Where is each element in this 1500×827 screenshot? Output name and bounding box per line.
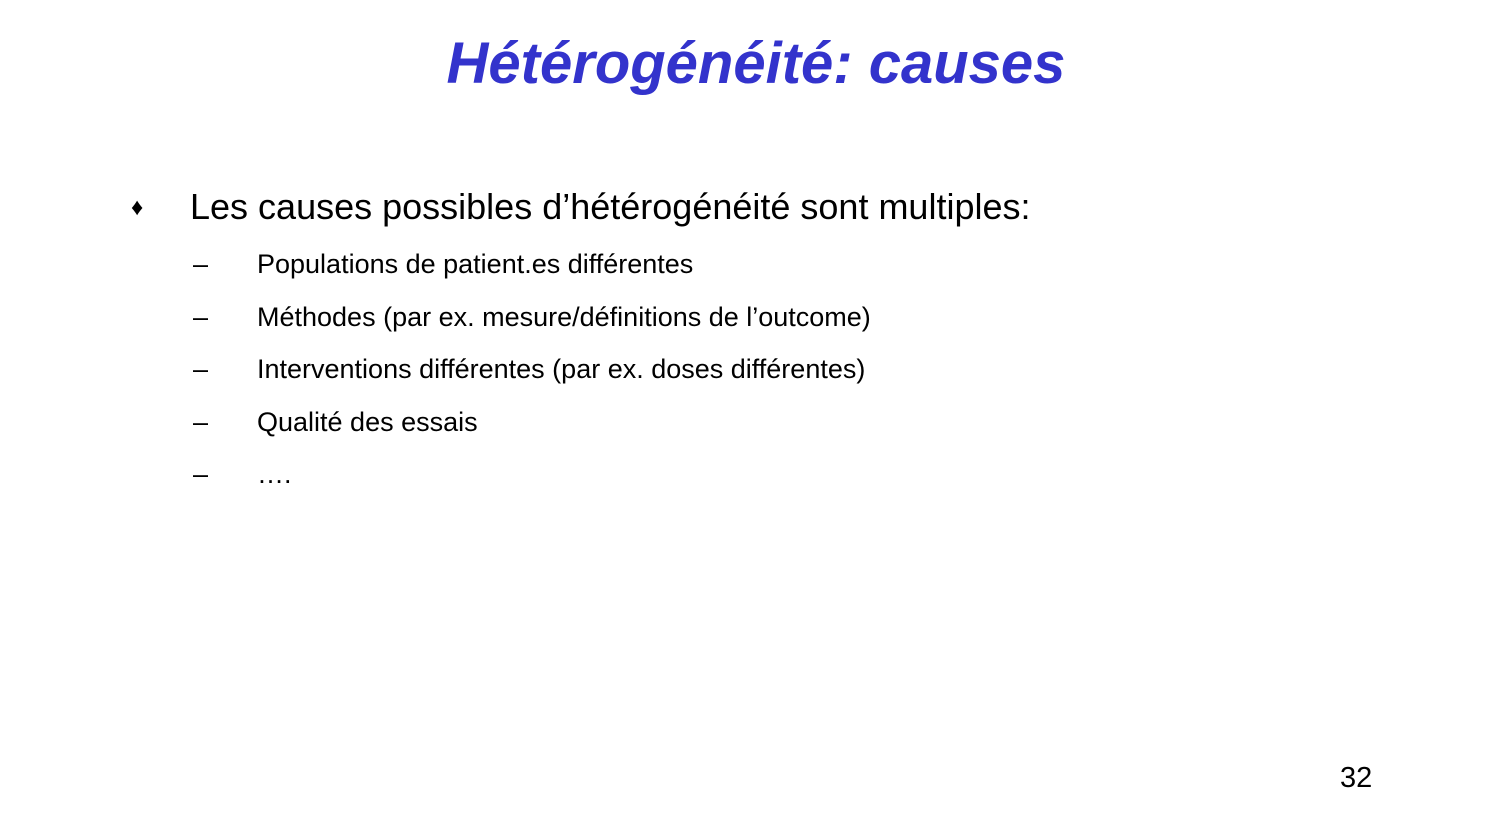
dash-icon: – xyxy=(193,407,209,437)
sub-item xyxy=(193,459,292,490)
dash-icon: – xyxy=(193,302,209,332)
sub-item-text: Qualité des essais xyxy=(257,407,478,437)
sub-item-text: Interventions différentes (par ex. doses différentes) xyxy=(257,354,866,384)
sub-item xyxy=(193,407,478,438)
page-number: 32 xyxy=(1340,762,1373,794)
sub-item xyxy=(193,302,871,333)
slide-title: Hétérogénéité: causes xyxy=(446,31,1066,96)
dash-icon: – xyxy=(193,354,209,384)
sub-item-text: …. xyxy=(257,459,292,489)
sub-item-text: Méthodes (par ex. mesure/définitions de l’outcome) xyxy=(257,302,871,332)
bullet-text: Les causes possibles d’hétérogénéité sont multiples: xyxy=(190,186,1031,227)
sub-item-text: Populations de patient.es différentes xyxy=(257,249,694,279)
diamond-bullet-icon: ♦ xyxy=(131,194,144,221)
bullet-item xyxy=(131,186,1031,230)
sub-item xyxy=(193,249,693,280)
dash-icon: – xyxy=(193,459,209,489)
sub-item xyxy=(193,354,865,385)
dash-icon: – xyxy=(193,249,209,279)
